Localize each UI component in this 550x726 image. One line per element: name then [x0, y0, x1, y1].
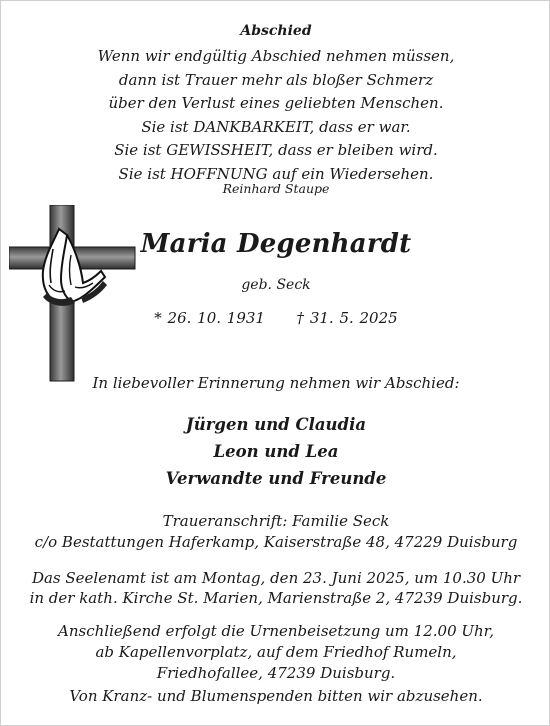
service-line: Das Seelenamt ist am Montag, den 23. Juni 2025, um 10.30 Uhr	[31, 569, 521, 587]
poem-line: Sie ist GEWISSHEIT, dass er bleiben wird.	[114, 141, 438, 159]
service-info	[1, 568, 550, 608]
mourning-address	[1, 511, 550, 553]
life-dates	[111, 309, 441, 327]
poem-line: über den Verlust eines geliebten Menschen.	[108, 94, 444, 112]
poem-line: dann ist Trauer mehr als bloßer Schmerz	[118, 70, 434, 89]
deceased-name: Maria Degenhardt	[140, 229, 412, 259]
poem-line: Wenn wir endgültig Abschied nehmen müssen,	[97, 47, 455, 65]
poem-title: Abschied	[240, 23, 312, 39]
address-line: c/o Bestattungen Haferkamp, Kaiserstraße 48, 47229 Duisburg	[34, 533, 518, 551]
closing-note: Von Kranz- und Blumenspenden bitten wir abzusehen.	[69, 687, 483, 705]
service-line: in der kath. Kirche St. Marien, Marienstraße 2, 47239 Duisburg.	[29, 589, 523, 607]
poem	[1, 45, 550, 186]
mourner: Jürgen und Claudia	[185, 415, 367, 434]
address-line: Traueranschrift: Familie Seck	[162, 512, 390, 530]
burial-info	[1, 621, 550, 684]
mourners-list	[1, 411, 550, 492]
poem-line: Sie ist DANKBARKEIT, dass er war.	[141, 117, 411, 136]
poem-line: Sie ist HOFFNUNG auf ein Wiedersehen.	[118, 164, 434, 183]
burial-line: Friedhofallee, 47239 Duisburg.	[156, 664, 396, 682]
burial-line: Anschließend erfolgt die Urnenbeisetzung um 12.00 Uhr,	[58, 622, 494, 640]
birth-date: * 26. 10. 1931	[154, 309, 265, 327]
poem-author: Reinhard Staupe	[222, 181, 330, 196]
mourner: Verwandte und Freunde	[165, 469, 387, 488]
death-date: † 31. 5. 2025	[296, 309, 398, 327]
intro-text: In liebevoller Erinnerung nehmen wir Abschied:	[92, 374, 460, 392]
burial-line: ab Kapellenvorplatz, auf dem Friedhof Rumeln,	[95, 643, 457, 661]
mourner: Leon und Lea	[213, 442, 339, 461]
birth-name: geb. Seck	[241, 277, 311, 293]
